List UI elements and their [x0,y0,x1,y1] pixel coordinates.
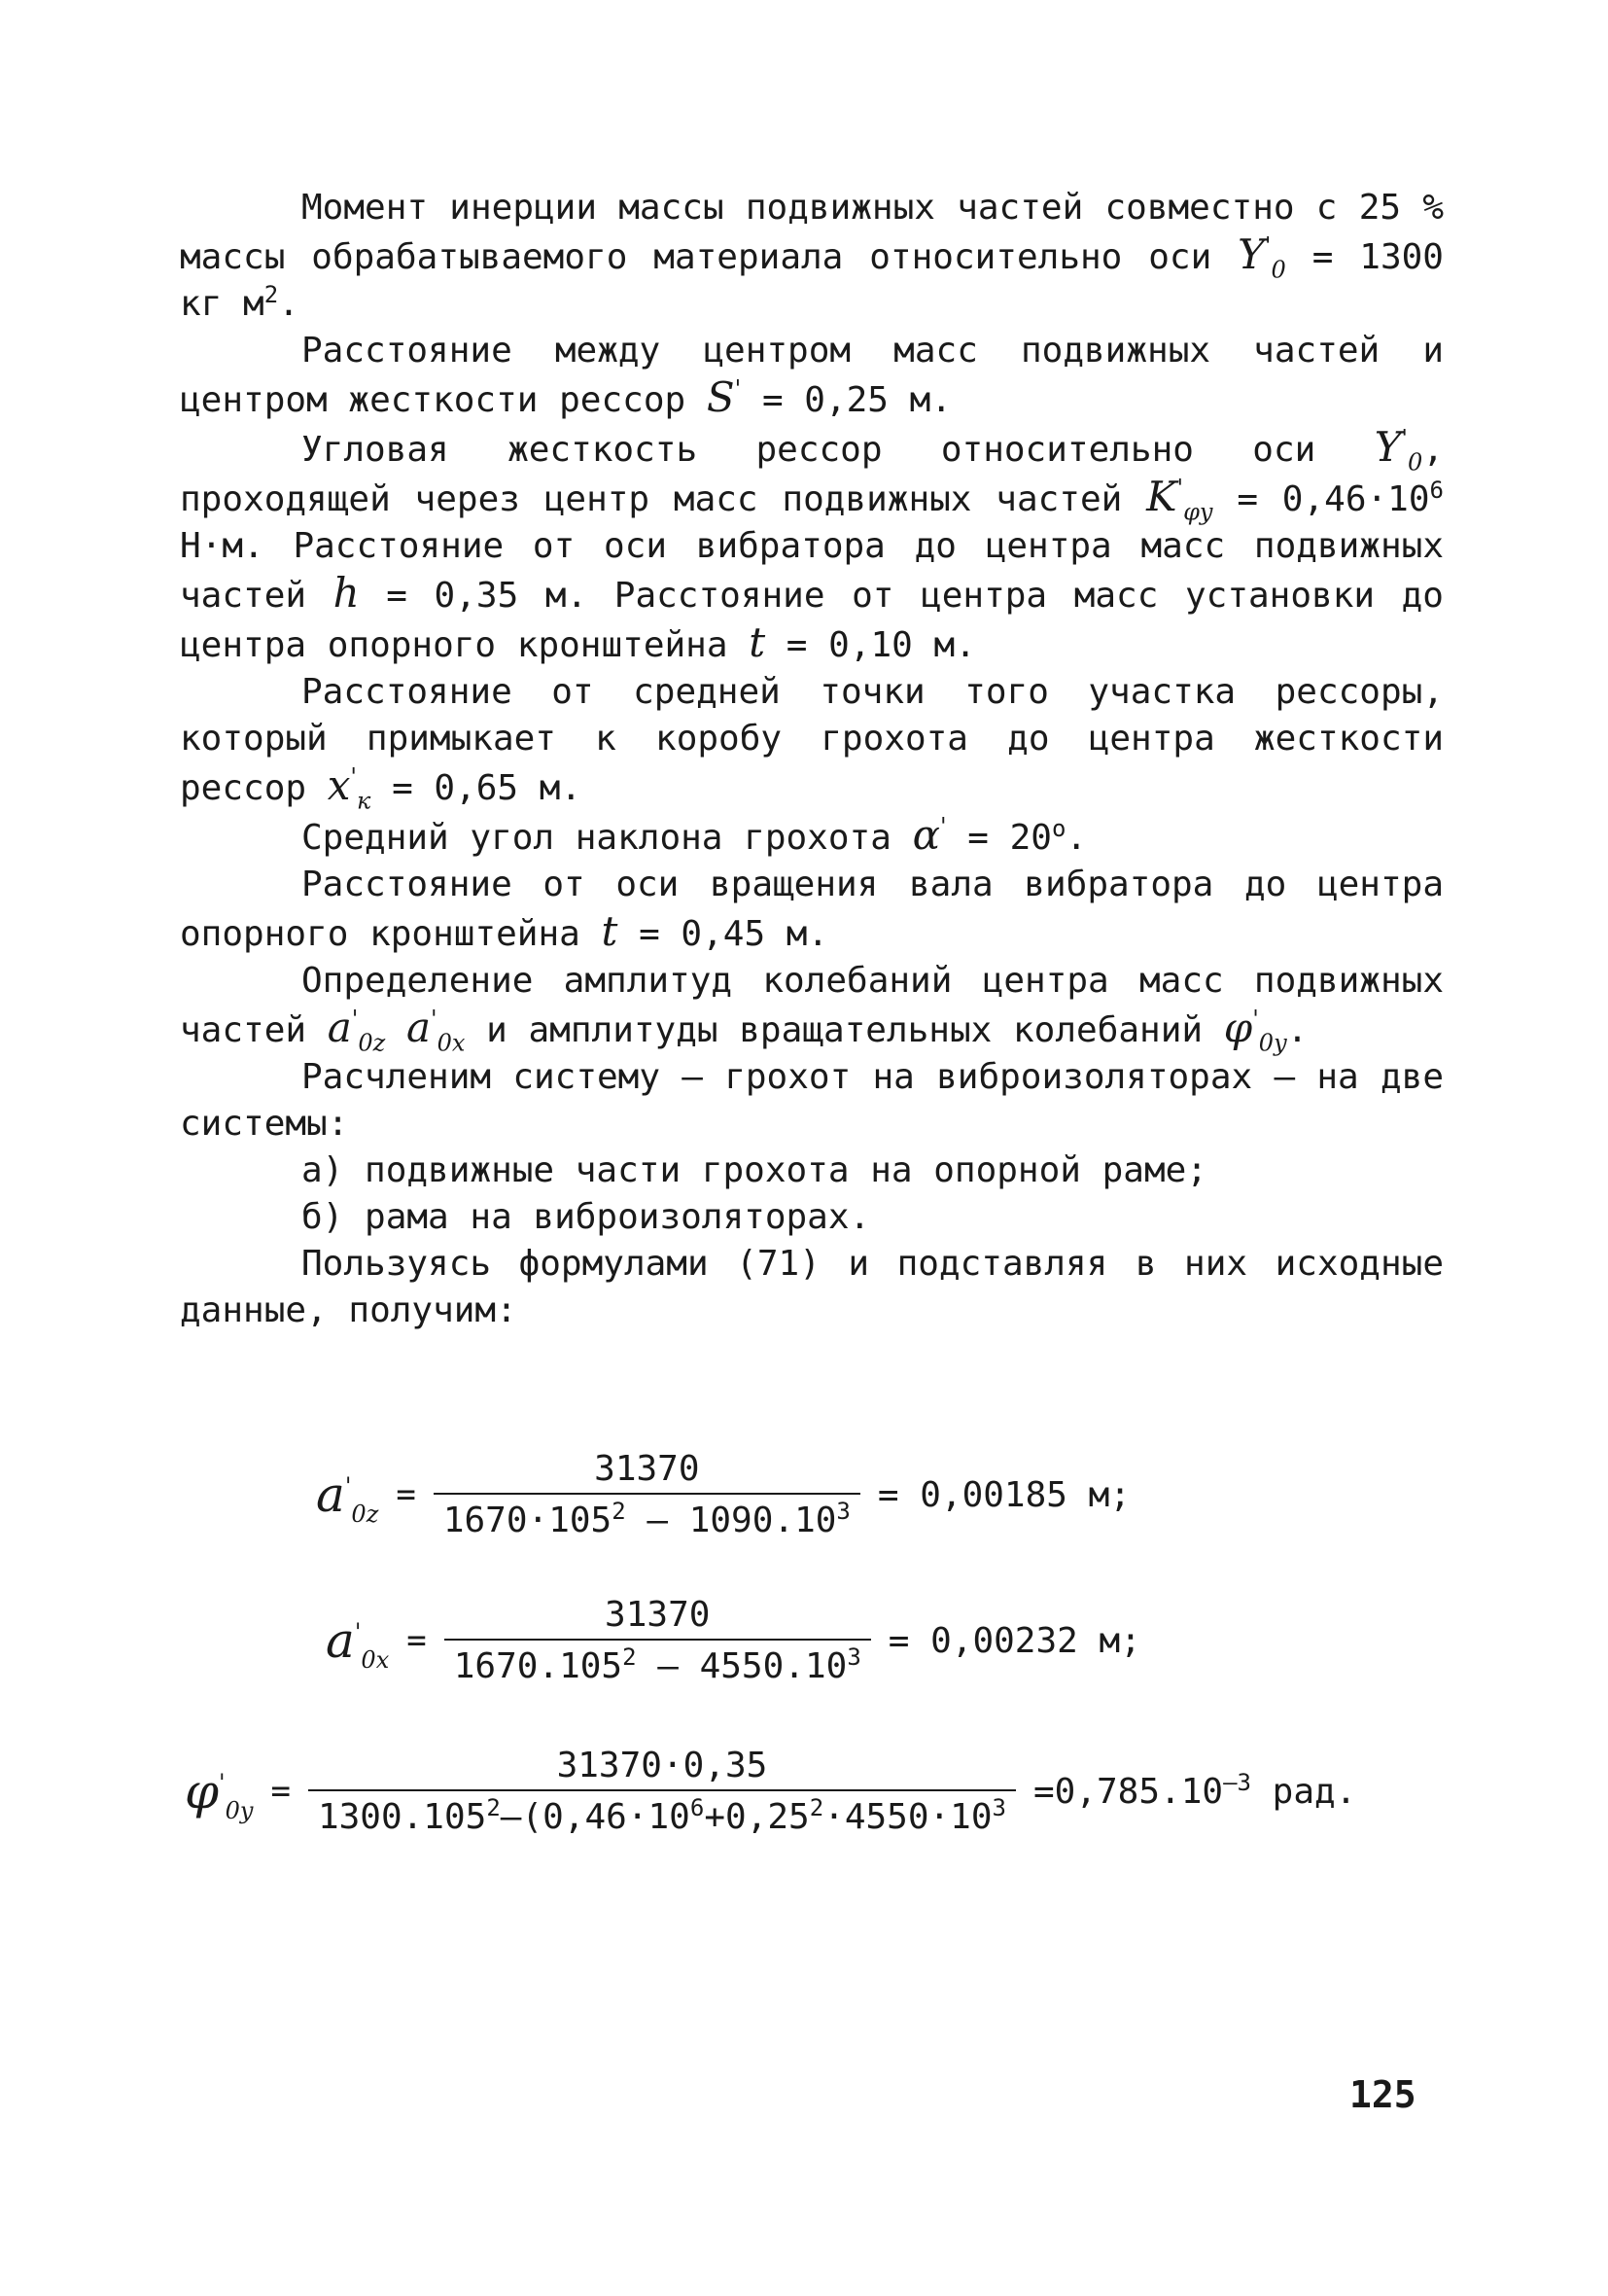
formula-a0x-denominator: 1670.105$^2$ – 4550.10$^3$ [453,1643,861,1686]
symbol-t-b: t [601,907,618,955]
formula-phi0y-numerator: 31370·0,35 [308,1746,1016,1791]
paragraph-axis-distance: Расстояние от оси вращения вала вибратора до центра опорного кронштейна t = 0,45 м. [180,865,1444,955]
symbol-alpha: α' [912,811,947,859]
symbol-xk: $x'_к$ [327,761,371,815]
paragraph-angle: Средний угол наклона грохота $\alpha' = 20^о$. [301,811,1088,859]
paragraph-amplitudes: Определение амплитуд колебаний центра масс подвижных частей $a'_{0z}$ $a'_{0x}$ и амплитуды вращательных колебаний $\varphi'_{0y}$. [180,961,1444,1057]
formula-a0x-numerator: 31370 [444,1595,871,1641]
formula-phi0y-fraction [308,1746,1016,1837]
formula-a0z: $a'_{0z}$ = $\frac{31370}{1670\cdot 105^2 - 1090.10^3}$ = 0,00185 м; [316,1449,1131,1540]
paragraph-spring-distance: Расстояние от средней точки того участка рессоры, который примыкает к коробу грохота до центра жесткости рессор $x'_к = 0,65$ м. [180,672,1444,815]
paragraph-distance-center: Расстояние между центром масс подвижных частей и центром жесткости рессор S' = 0,25 м. [180,331,1444,421]
formula-a0x-fraction [444,1595,871,1686]
formula-a0x-symbol: $a'_{0x}$ [326,1612,390,1674]
paragraph-formulas-intro: Пользуясь формулами (71) и подставляя в них исходные данные, получим: [180,1244,1444,1330]
formula-a0z-fraction [434,1449,860,1540]
symbol-a0z: $a'_{0z}$ [327,1004,386,1057]
formula-a0z-result: = 0,00185 м; [877,1474,1131,1515]
list-item-b: б) рама на виброизоляторах. [301,1197,871,1237]
formula-a0x: $a'_{0x}$ = $\frac{31370}{1670.105^2 - 4550.10^3}$ = 0,00232 м; [326,1595,1141,1686]
paragraph-angular-stiffness: Угловая жесткость рессор относительно оси $Y'_0$, проходящей через центр масс подвижных частей $K'_{\varphi y} = 0,46\cdot 10^6$ Н·м. Расстояние от оси вибратора до центра масс подвижных частей h = 0,35 м. Расстояние от центра масс установки до центра опорного кронштейна t = 0,10 м. [180,423,1444,666]
symbol-s: S' [706,373,742,421]
symbol-t: t [749,618,766,666]
symbol-h: h [332,569,360,617]
symbol-a0x: $a'_{0x}$ [406,1004,466,1057]
paragraph-decompose: Расчленим систему – грохот на виброизоляторах – на две системы: [180,1057,1444,1144]
formula-phi0y-result: $=0,785.10^{-3}$ рад. [1032,1768,1357,1812]
paragraph-moment-of-inertia: Момент инерции массы подвижных частей совместно с 25 % массы обрабатываемого материала относительно оси $Y'_0 = 1300$ кг $м^2$. [180,188,1444,324]
formula-a0z-symbol: $a'_{0z}$ [316,1466,379,1528]
formula-phi0y-symbol: $\varphi'_{0y}$ [185,1763,254,1824]
list-item-a: а) подвижные части грохота на опорной раме; [301,1150,1207,1190]
formula-a0z-numerator: 31370 [434,1449,860,1495]
symbol-phi0y: $\varphi'_{0y}$ [1223,1004,1287,1057]
formula-phi0y-denominator: $1300.105^2-(0,46\cdot 10^6+0,25^2\cdot 4550\cdot 10^3$ [317,1794,1006,1837]
symbol-y0: $Y'_0$ [1238,230,1286,284]
symbol-k-phi-y: $K'_{\varphi y}$ [1146,473,1213,526]
symbol-y0-b: $Y'_0$ [1374,423,1423,477]
formula-a0z-denominator: $1670\cdot 105^2 - 1090.10^3$ [442,1498,851,1540]
formula-phi0y: $\varphi'_{0y}$ = $\frac{31370\cdot 0,35}{1300.105^2-(0,46\cdot 10^6+0,25^2\cdot 4550\cdot 10^3}$ $=0,785.10^{-3}$ рад. [185,1746,1357,1837]
body-text [180,185,1444,1334]
page-number: 125 [1349,2073,1416,2116]
formula-a0x-result: = 0,00232 м; [888,1620,1141,1661]
